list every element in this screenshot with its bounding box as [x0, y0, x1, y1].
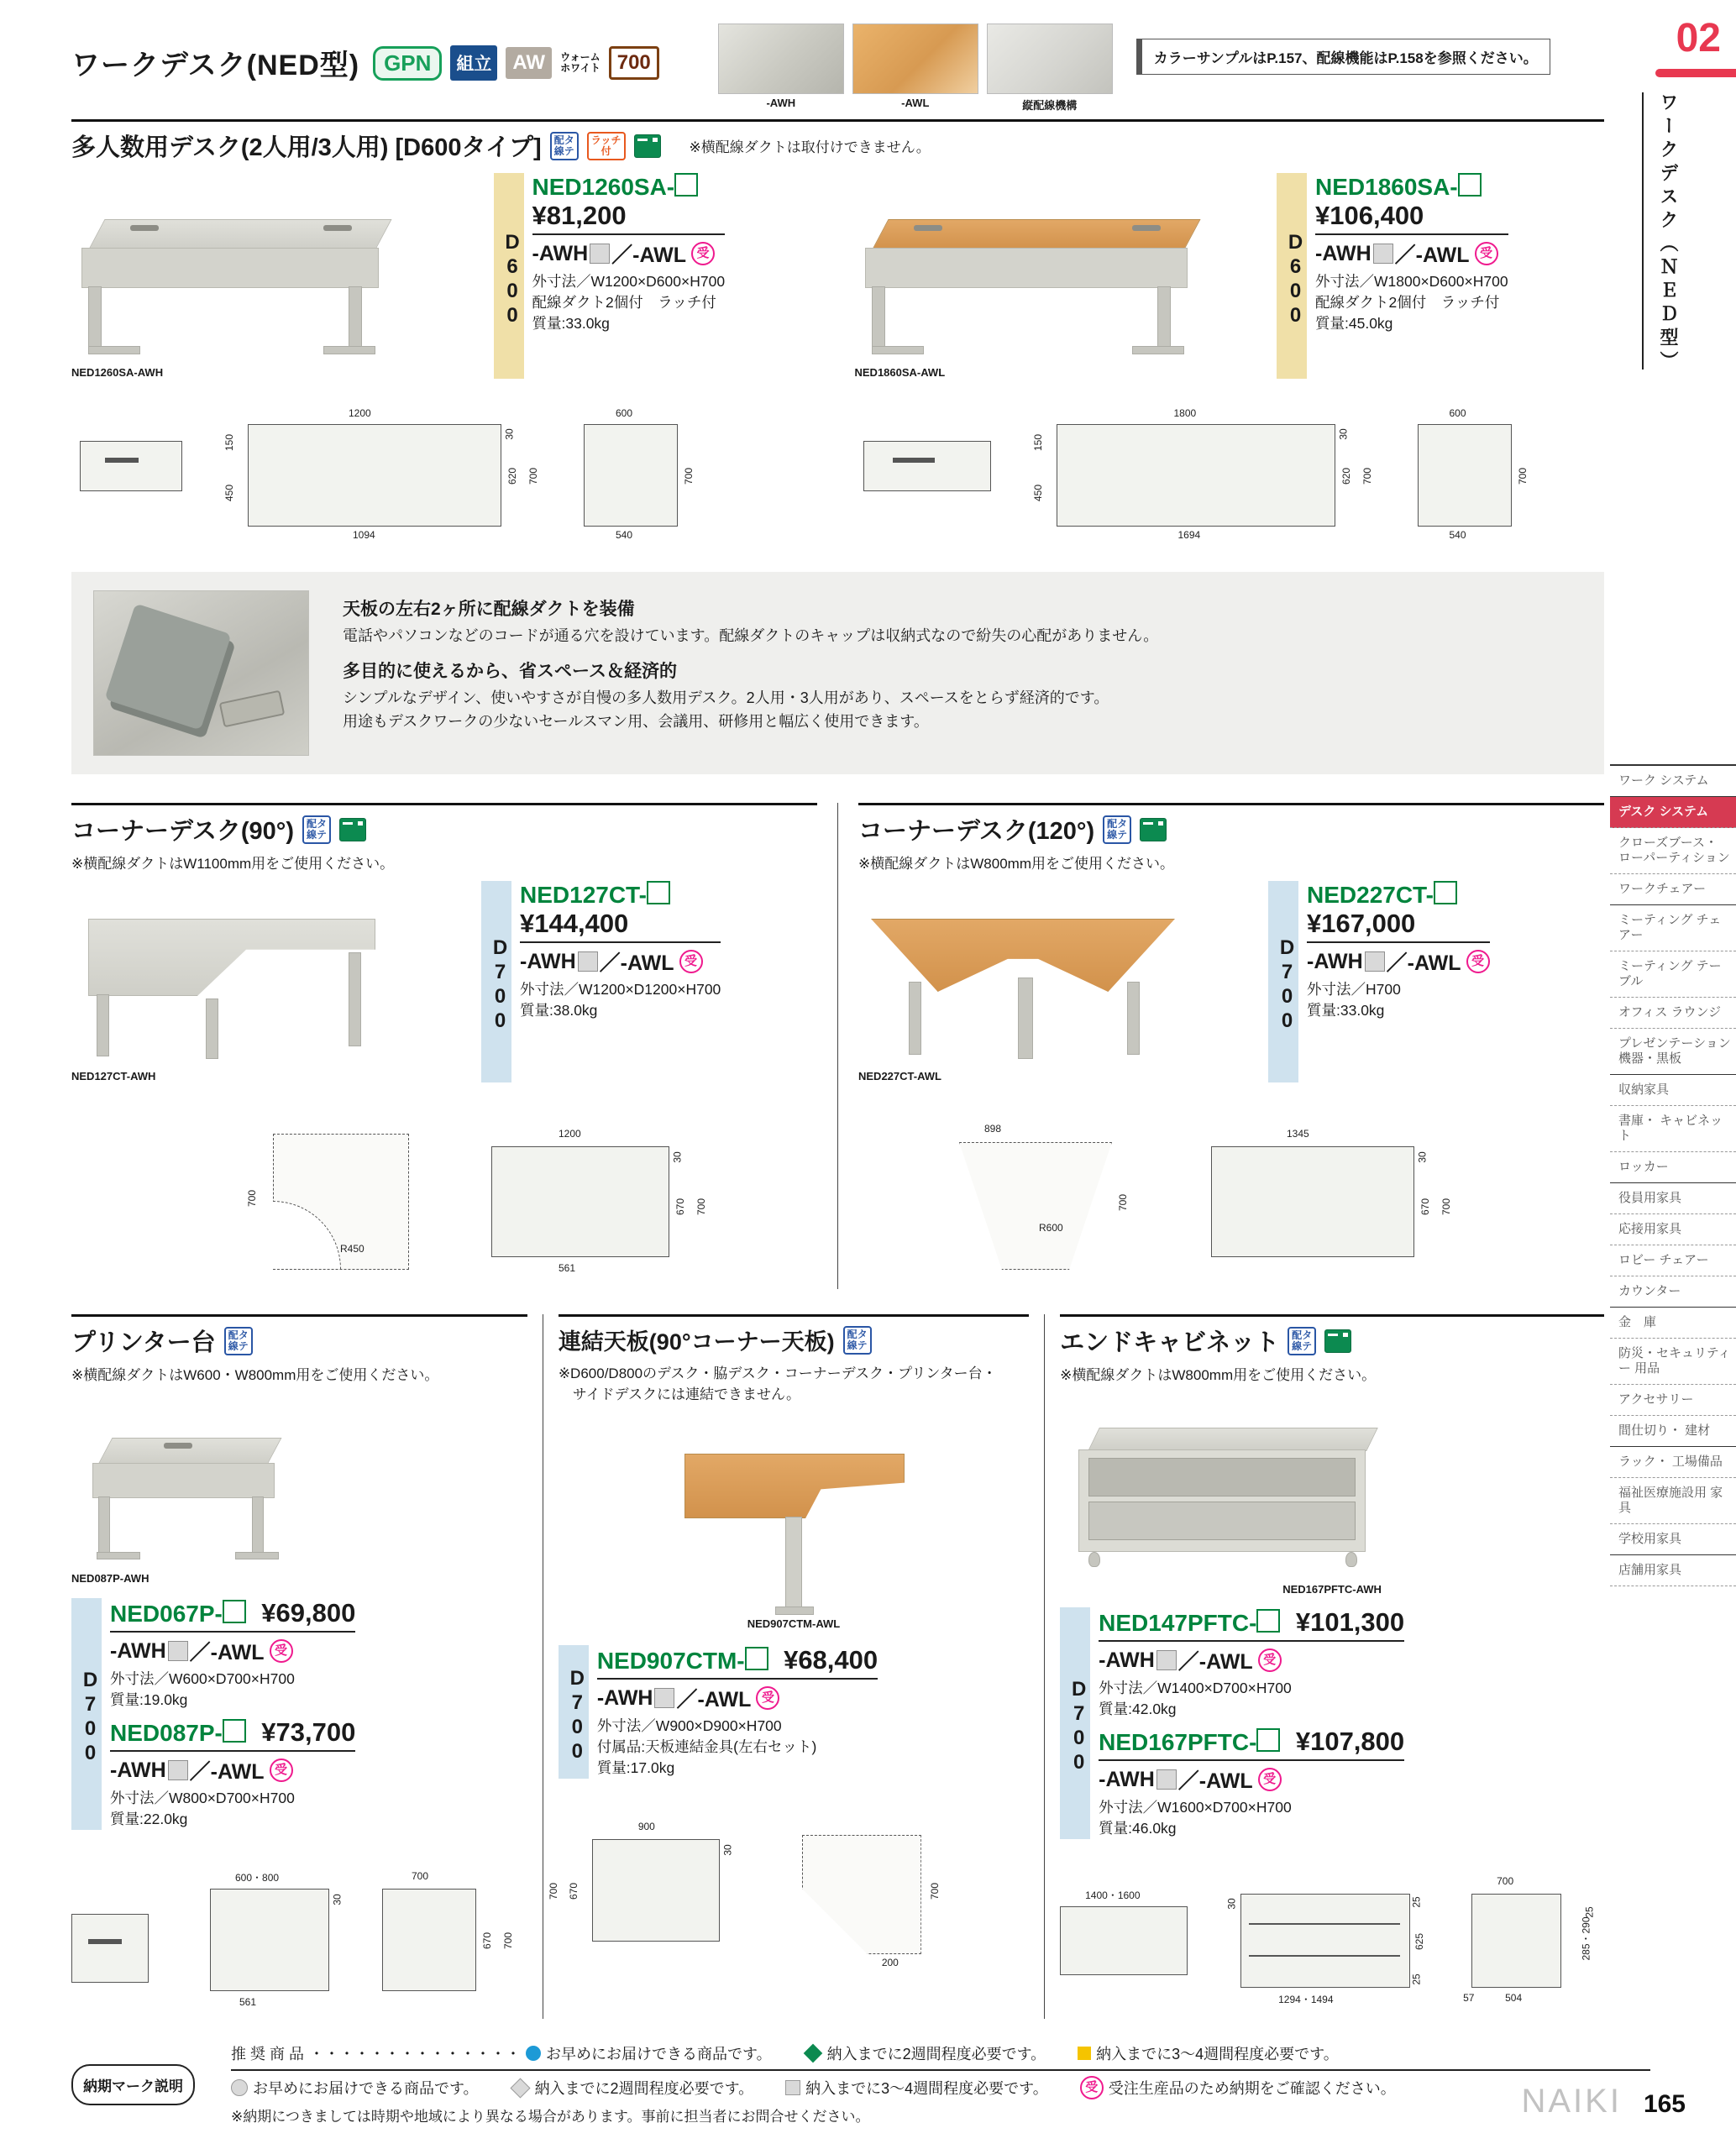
color-options: -AWH ／-AWL 受	[532, 238, 726, 269]
product-illustration-ned907ctm	[659, 1420, 928, 1617]
sidebar-item-partition[interactable]: 間仕切り・ 建材	[1610, 1416, 1736, 1447]
page-number-top: 02	[1676, 16, 1721, 60]
sidebar-item-reception[interactable]: 応接用家具	[1610, 1214, 1736, 1245]
product-weight: 質量:33.0kg	[1307, 1002, 1385, 1019]
gray-square-icon	[785, 2080, 800, 2095]
product-size: 外寸法／H700	[1307, 981, 1401, 998]
feature-text-1: 電話やパソコンなどのコードが通る穴を設けています。配線ダクトのキャップは収納式なので紛失の心配がありません。	[343, 627, 1159, 644]
section-title-endcab: エンドキャビネット	[1060, 1329, 1280, 1356]
product-weight: 質量:42.0kg	[1099, 1701, 1177, 1717]
sidebar-item-work-system[interactable]: ワーク システム	[1610, 766, 1736, 797]
dimension-drawing-ned1860sa: 1800 1694 150 450 30 620 700 600 700 540	[855, 390, 1605, 550]
sidebar-item-counter[interactable]: カウンター	[1610, 1276, 1736, 1308]
color-options: -AWH ／-AWL 受	[110, 1636, 355, 1666]
product-code: NED227CT-	[1307, 881, 1490, 909]
delivery-legend	[71, 2042, 1650, 2125]
depth-tab-d700: D700	[481, 881, 511, 1082]
product-code-price: NED087P- ¥73,700	[110, 1717, 355, 1752]
duct-badge: 配タ 線テ	[843, 1326, 872, 1355]
sidebar-item-security[interactable]: 防災・セキュリティー 用品	[1610, 1339, 1736, 1385]
assembly-badge: 組立	[450, 45, 497, 81]
sidebar-item-meeting-table[interactable]: ミーティング テーブル	[1610, 951, 1736, 998]
legend-text: 納入までに3～4週間程度必要です。	[1096, 2046, 1339, 2063]
thumb-awl-image	[852, 24, 978, 94]
page-accent-bar	[1655, 69, 1736, 77]
product-image-label: NED1860SA-AWL	[854, 366, 946, 379]
legend-text: 受注生産品のため納期をご確認ください。	[1108, 2080, 1396, 2097]
product-code-price: NED167PFTC- ¥107,800	[1099, 1727, 1404, 1761]
product-weight: 質量:46.0kg	[1099, 1820, 1177, 1837]
made-to-order-mark: 受	[756, 1686, 779, 1710]
latch-badge: ラッチ 付	[587, 132, 626, 160]
product-illustration-ned087p	[71, 1396, 323, 1572]
product-size: 外寸法／W1400×D700×H700	[1099, 1680, 1292, 1696]
product-size: 外寸法／W600×D700×H700	[110, 1670, 295, 1687]
section-note-connect-1: ※D600/D800のデスク・脇デスク・コーナーデスク・プリンター台・	[558, 1365, 997, 1381]
legend-text: 納入までに2週間程度必要です。	[826, 2046, 1046, 2063]
legend-text: お早めにお届けできる商品です。	[253, 2080, 479, 2097]
made-to-order-mark: 受	[270, 1759, 293, 1782]
product-weight: 質量:38.0kg	[520, 1002, 598, 1019]
awh-swatch	[1156, 1650, 1177, 1670]
awh-swatch	[1373, 244, 1393, 264]
sidebar-item-close-booth[interactable]: クローズブース・ ローパーティション	[1610, 828, 1736, 874]
made-to-order-mark: 受	[1258, 1648, 1282, 1672]
awh-swatch	[168, 1760, 188, 1780]
product-weight: 質量:45.0kg	[1315, 315, 1393, 332]
section-note-corner120: ※横配線ダクトはW800mm用をご使用ください。	[858, 856, 1174, 872]
sidebar-item-welfare[interactable]: 福祉医療施設用 家具	[1610, 1478, 1736, 1524]
product-features: 配線ダクト2個付 ラッチ付	[532, 294, 716, 311]
duct-badge: 配タ 線テ	[1288, 1327, 1316, 1355]
recommended-label: 推 奨 商 品	[231, 2046, 305, 2063]
section-title-multi-desk: 多人数用デスク(2人用/3人用) [D600タイプ]	[71, 134, 542, 161]
product-image-label: NED087P-AWH	[71, 1572, 149, 1585]
product-accessory: 付属品:天板連結金具(左右セット)	[596, 1738, 817, 1755]
made-to-order-mark: 受	[270, 1639, 293, 1663]
section-note-endcab: ※横配線ダクトはW800mm用をご使用ください。	[1060, 1367, 1377, 1383]
awh-swatch	[1365, 951, 1385, 972]
aw-color-badge: AW	[506, 47, 552, 79]
awh-swatch	[1156, 1769, 1177, 1790]
product-weight: 質量:17.0kg	[596, 1759, 675, 1776]
page-number-bottom: 165	[1643, 2090, 1686, 2118]
aw-color-note: ウォーム ホワイト	[560, 51, 601, 74]
product-image-label: NED167PFTC-AWH	[1282, 1583, 1382, 1596]
product-image-label: NED127CT-AWH	[71, 1070, 156, 1082]
product-size: 外寸法／W1200×D1200×H700	[520, 981, 721, 998]
feature-band	[71, 572, 1604, 774]
thumb-duct-label: 縦配線機構	[1022, 99, 1078, 112]
awh-swatch	[168, 1641, 188, 1661]
made-to-order-mark: 受	[1258, 1768, 1282, 1791]
sidebar-item-work-chair[interactable]: ワークチェアー	[1610, 874, 1736, 905]
gray-circle-icon	[231, 2079, 248, 2096]
duct-photo	[93, 590, 309, 756]
dimension-drawing-ned227ct: 898 700 R600 1345 30 670 700	[858, 1096, 1604, 1289]
green-diamond-icon	[803, 2044, 822, 2063]
dimension-drawing-printer: 600・800 30 561 700 670 700	[71, 1838, 527, 2019]
made-to-order-mark: 受	[691, 242, 715, 265]
section-note-printer: ※横配線ダクトはW600・W800mm用をご使用ください。	[71, 1367, 439, 1383]
desk-icon	[339, 818, 366, 841]
color-options: -AWH ／-AWL 受	[520, 946, 721, 977]
sidebar-item-presentation[interactable]: プレゼンテーション 機器・黒板	[1610, 1029, 1736, 1075]
legend-text: 納入までに2週間程度必要です。	[534, 2080, 754, 2097]
product-image-label: NED227CT-AWL	[858, 1070, 941, 1082]
legend-note: ※納期につきましては時期や地域により異なる場合があります。事前に担当者にお問合せください。	[231, 2109, 870, 2125]
feature-heading-2: 多目的に使えるから、省スペース＆経済的	[343, 662, 677, 681]
page-header	[71, 24, 1604, 114]
legend-pill: 納期マーク説明	[71, 2064, 195, 2105]
dimension-drawing-ned127ct: 700 R450 1200 30 670 700 561	[246, 1128, 708, 1274]
color-options: -AWH ／-AWL 受	[597, 1683, 878, 1713]
awh-swatch	[578, 951, 598, 972]
product-price: ¥81,200	[532, 201, 726, 235]
product-price: ¥167,000	[1307, 909, 1490, 943]
duct-badge: 配タ 線テ	[1103, 815, 1131, 844]
sidebar-item-storage[interactable]: 収納家具	[1610, 1075, 1736, 1106]
legend-text: お早めにお届けできる商品です。	[546, 2046, 772, 2063]
product-illustration-ned1860sa	[855, 173, 1216, 366]
sidebar-item-executive[interactable]: 役員用家具	[1610, 1183, 1736, 1214]
made-to-order-mark: 受	[1466, 950, 1490, 973]
category-nav	[1610, 764, 1736, 1586]
duct-badge: 配タ 線テ	[302, 815, 331, 844]
product-size: 外寸法／W1800×D600×H700	[1315, 273, 1508, 290]
desk-icon	[1140, 818, 1167, 841]
gray-diamond-icon	[510, 2078, 530, 2098]
sidebar-item-safe[interactable]: 金 庫	[1610, 1308, 1736, 1339]
product-weight: 質量:22.0kg	[110, 1811, 188, 1827]
product-code: NED127CT-	[520, 881, 721, 909]
depth-tab-d700: D700	[559, 1645, 589, 1779]
right-sidebar	[1610, 92, 1736, 1586]
duct-badge: 配タ 線テ	[224, 1327, 253, 1355]
made-to-order-mark: 受	[1080, 2076, 1104, 2099]
product-illustration-ned127ct	[71, 881, 407, 1070]
product-price: ¥106,400	[1315, 201, 1508, 235]
duct-badge: 配タ 線テ	[550, 132, 579, 160]
thumb-awh-label: -AWH	[766, 97, 796, 109]
color-options: -AWH ／-AWL 受	[1099, 1645, 1404, 1675]
product-code-price: NED147PFTC- ¥101,300	[1099, 1607, 1404, 1642]
dimension-drawing-endcab: 1400・1600 25 625 25 30 1294・1494 700 285・290 25 57 504	[1060, 1848, 1604, 2015]
section-note-multi: ※横配線ダクトは取付けできません。	[689, 139, 931, 155]
dimension-drawing-connect: 900 30 670 700 700 200	[547, 1821, 941, 1968]
depth-tab-d700: D700	[1060, 1607, 1090, 1839]
depth-tab-d600: D600	[1277, 173, 1307, 379]
thumb-awh-image	[718, 24, 844, 94]
blue-circle-icon	[526, 2046, 541, 2061]
dimension-drawing-ned1260sa: 1200 1094 150 450 30 620 700 600 700 540	[71, 390, 821, 550]
color-options: -AWH ／-AWL 受	[110, 1755, 355, 1785]
made-to-order-mark: 受	[679, 950, 703, 973]
product-size: 外寸法／W800×D700×H700	[110, 1790, 295, 1806]
reference-note: カラーサンプルはP.157、配線機能はP.158を参照ください。	[1136, 39, 1550, 75]
brand-logo: NAIKI	[1521, 2083, 1622, 2120]
thumb-awl-label: -AWL	[901, 97, 930, 109]
product-price: ¥144,400	[520, 909, 721, 943]
product-image-label: NED1260SA-AWH	[71, 366, 164, 379]
product-code: NED1260SA-	[532, 173, 726, 201]
product-illustration-ned167pftc	[1060, 1394, 1413, 1583]
page-title: ワークデスク(NED型)	[71, 50, 360, 81]
product-size: 外寸法／W1600×D700×H700	[1099, 1799, 1292, 1816]
sidebar-item-meeting-chair[interactable]: ミーティング チェアー	[1610, 905, 1736, 951]
sidebar-item-lobby-chair[interactable]: ロビー チェアー	[1610, 1245, 1736, 1276]
color-options: -AWH ／-AWL 受	[1099, 1764, 1404, 1795]
color-options: -AWH ／-AWL 受	[1315, 238, 1508, 269]
section-title-corner120: コーナーデスク(120°)	[858, 818, 1095, 845]
color-options: -AWH ／-AWL 受	[1307, 946, 1490, 977]
product-size: 外寸法／W900×D900×H700	[596, 1717, 782, 1734]
gpn-badge: GPN	[373, 46, 442, 81]
product-weight: 質量:19.0kg	[110, 1691, 188, 1708]
awh-swatch	[590, 244, 610, 264]
section-note-corner90: ※横配線ダクトはW1100mm用をご使用ください。	[71, 856, 395, 872]
feature-heading-1: 天板の左右2ヶ所に配線ダクトを装備	[343, 600, 635, 619]
sidebar-item-locker[interactable]: ロッカー	[1610, 1152, 1736, 1183]
sidebar-item-cabinet[interactable]: 書庫・ キャビネット	[1610, 1106, 1736, 1152]
made-to-order-mark: 受	[1475, 242, 1498, 265]
feature-text-2: シンプルなデザイン、使いやすさが自慢の多人数用デスク。2人用・3人用があり、スペースをとらず経済的です。	[343, 689, 1109, 706]
section-title-printer: プリンター台	[71, 1329, 216, 1356]
section-title-corner90: コーナーデスク(90°)	[71, 818, 295, 845]
product-illustration-ned227ct	[858, 881, 1194, 1070]
product-features: 配線ダクト2個付 ラッチ付	[1315, 294, 1500, 311]
depth-tab-d600: D600	[494, 173, 524, 379]
product-code: NED1860SA-	[1315, 173, 1508, 201]
depth-tab-d700: D700	[71, 1598, 102, 1830]
product-weight: 質量:33.0kg	[532, 315, 610, 332]
sidebar-item-desk-system[interactable]: デスク システム	[1610, 797, 1736, 828]
height-700-badge: 700	[609, 46, 659, 80]
awh-swatch	[654, 1688, 674, 1708]
legend-dots: ・・・・・・・・・・・・・・	[309, 2046, 522, 2063]
sidebar-item-office-lounge[interactable]: オフィス ラウンジ	[1610, 998, 1736, 1029]
sidebar-item-accessory[interactable]: アクセサリー	[1610, 1385, 1736, 1416]
sidebar-item-shop[interactable]: 店舗用家具	[1610, 1555, 1736, 1586]
yellow-square-icon	[1078, 2047, 1091, 2060]
desk-icon	[634, 134, 661, 158]
desk-icon	[1324, 1329, 1351, 1353]
product-size: 外寸法／W1200×D600×H700	[532, 273, 726, 290]
product-illustration-ned1260sa	[71, 173, 407, 366]
product-image-label: NED907CTM-AWL	[747, 1617, 841, 1630]
product-code-price: NED907CTM- ¥68,400	[597, 1645, 878, 1680]
section-title-connect: 連結天板(90°コーナー天板)	[558, 1329, 835, 1355]
color-sample-thumbnails	[718, 24, 1113, 113]
depth-tab-d700: D700	[1268, 881, 1298, 1082]
product-code-price: NED067P- ¥69,800	[110, 1598, 355, 1633]
sidebar-item-school[interactable]: 学校用家具	[1610, 1524, 1736, 1555]
sidebar-item-rack[interactable]: ラック・ 工場備品	[1610, 1447, 1736, 1478]
thumb-duct-image	[987, 24, 1113, 94]
feature-text-3: 用途もデスクワークの少ないセールスマン用、会議用、研修用と幅広く使用できます。	[343, 713, 929, 730]
section-note-connect-2: サイドデスクには連結できません。	[558, 1386, 800, 1402]
legend-text: 納入までに3～4週間程度必要です。	[805, 2080, 1048, 2097]
section-vertical-tab: ワークデスク（ＮＥＤ型）	[1642, 92, 1681, 370]
